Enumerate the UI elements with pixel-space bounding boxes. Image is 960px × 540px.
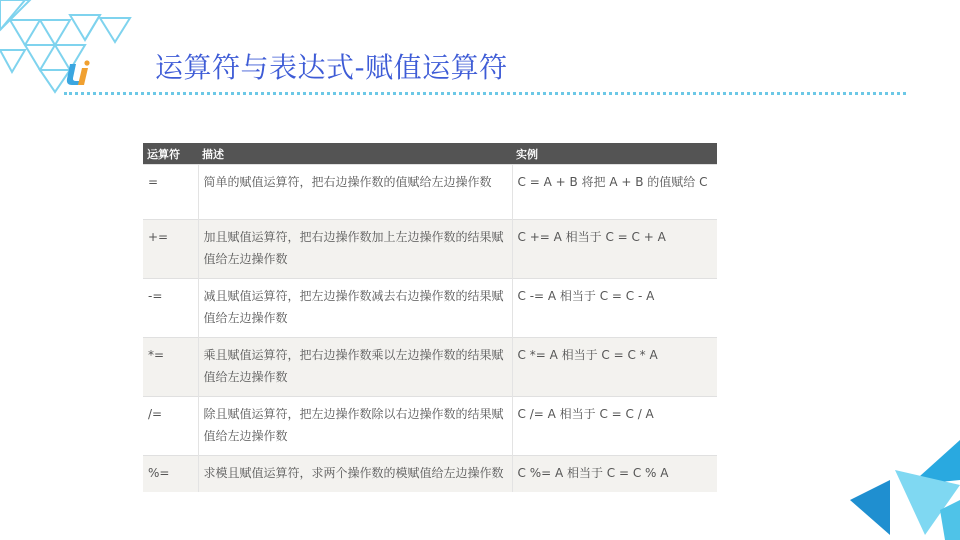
cell-example: C /= A 相当于 C = C / A xyxy=(512,397,717,456)
table-row xyxy=(143,165,717,220)
title-divider xyxy=(64,92,906,95)
cell-description: 求模且赋值运算符，求两个操作数的模赋值给左边操作数 xyxy=(198,456,512,492)
cell-example: C = A + B 将把 A + B 的值赋给 C xyxy=(512,165,717,220)
header-description: 描述 xyxy=(198,143,512,165)
cell-operator: /= xyxy=(143,397,198,456)
assignment-operators-table xyxy=(143,143,717,492)
cell-description: 除且赋值运算符，把左边操作数除以右边操作数的结果赋值给左边操作数 xyxy=(198,397,512,456)
header-operator: 运算符 xyxy=(143,143,198,165)
cell-example: C += A 相当于 C = C + A xyxy=(512,220,717,279)
cell-example: C *= A 相当于 C = C * A xyxy=(512,338,717,397)
table-row xyxy=(143,338,717,397)
logo xyxy=(62,58,102,88)
table-row xyxy=(143,220,717,279)
page-title: 运算符与表达式-赋值运算符 xyxy=(155,51,508,84)
table-header-row xyxy=(143,143,717,165)
cell-description: 减且赋值运算符，把左边操作数减去右边操作数的结果赋值给左边操作数 xyxy=(198,279,512,338)
table-row xyxy=(143,456,717,492)
corner-triangles-decoration xyxy=(850,440,960,540)
table-row xyxy=(143,397,717,456)
cell-description: 乘且赋值运算符，把右边操作数乘以左边操作数的结果赋值给左边操作数 xyxy=(198,338,512,397)
cell-example: C -= A 相当于 C = C - A xyxy=(512,279,717,338)
cell-operator: = xyxy=(143,165,198,220)
header-example: 实例 xyxy=(512,143,717,165)
logo-icon xyxy=(62,58,102,88)
cell-description: 简单的赋值运算符，把右边操作数的值赋给左边操作数 xyxy=(198,165,512,220)
cell-operator: -= xyxy=(143,279,198,338)
cell-operator: += xyxy=(143,220,198,279)
cell-operator: %= xyxy=(143,456,198,492)
cell-example: C %= A 相当于 C = C % A xyxy=(512,456,717,492)
cell-description: 加且赋值运算符，把右边操作数加上左边操作数的结果赋值给左边操作数 xyxy=(198,220,512,279)
cell-operator: *= xyxy=(143,338,198,397)
table-row xyxy=(143,279,717,338)
